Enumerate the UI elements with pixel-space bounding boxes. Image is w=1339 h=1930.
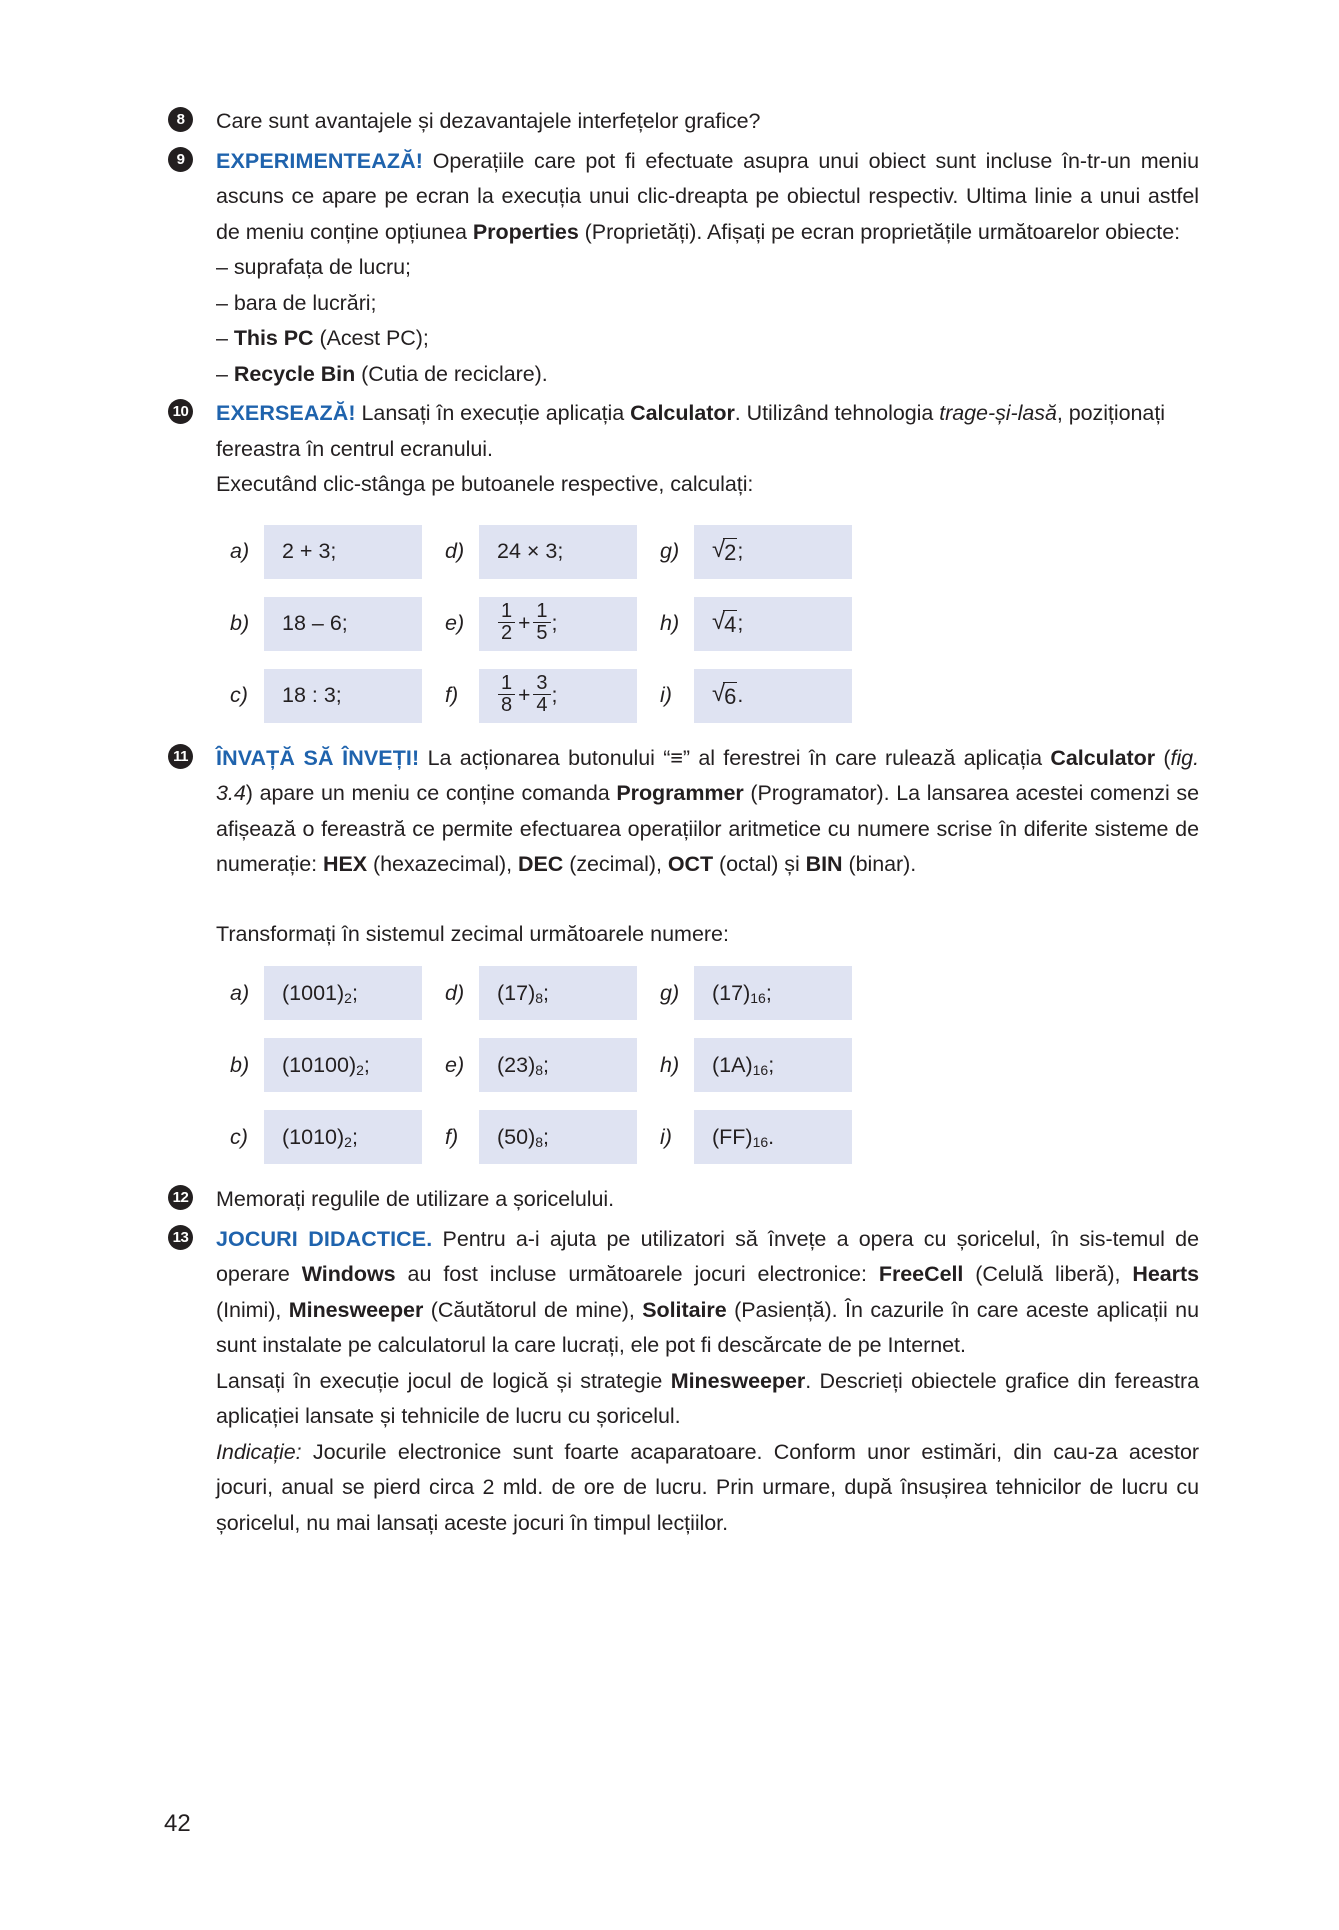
calc-cell-d — [445, 525, 660, 579]
base-cell-b — [230, 1038, 445, 1092]
item-11-t5: (hexazecimal), — [367, 852, 519, 876]
item-9-text — [216, 144, 1199, 251]
numerator: 1 — [501, 600, 513, 623]
base-cell-g — [660, 966, 875, 1020]
base-box-i[interactable] — [694, 1110, 852, 1164]
base-box-h[interactable] — [694, 1038, 852, 1092]
base-label-f: f) — [445, 1124, 459, 1149]
calc-value-a: 2 + 3; — [282, 539, 337, 563]
item-13-bold-hearts: Hearts — [1132, 1262, 1199, 1286]
calc-box-g[interactable] — [694, 525, 852, 579]
radical-sign-icon: √ — [712, 607, 726, 635]
bullet-text: suprafața de lucru; — [233, 255, 411, 279]
calc-cell-a — [230, 525, 445, 579]
calc-cell-g — [660, 525, 875, 579]
item-13-text — [216, 1222, 1199, 1364]
calc-tail-e: ; — [551, 611, 558, 635]
calc-box-d[interactable] — [479, 525, 637, 579]
calc-cell-f — [445, 669, 660, 723]
item-11-t6: (zecimal), — [563, 852, 668, 876]
item-9-bullet-1 — [216, 250, 1199, 286]
item-11-text — [216, 741, 1199, 883]
base-row-2 — [230, 1038, 1199, 1092]
calc-label-f: f) — [445, 683, 459, 707]
calc-box-a[interactable] — [264, 525, 422, 579]
item-11-bold-hex: HEX — [323, 852, 368, 876]
calc-radicand-g: 2 — [724, 539, 737, 565]
base-cell-h — [660, 1038, 875, 1092]
calc-cell-i — [660, 669, 875, 723]
bullet-rest: (Cutia de reciclare). — [355, 361, 548, 386]
item-9-bullet-3 — [216, 321, 1199, 357]
list-item-11 — [168, 741, 1199, 883]
item-9-bullet-2 — [216, 286, 1199, 322]
item-13-line2 — [216, 1364, 1199, 1435]
calc-label-e: e) — [445, 611, 465, 635]
base-main-a: (1001) — [282, 980, 345, 1005]
calc-box-c[interactable] — [264, 669, 422, 723]
bullet-text: bara de lucrări; — [233, 290, 377, 315]
keyword-invata-sa-inveti: ÎNVAȚĂ SĂ ÎNVEȚI! — [216, 745, 420, 770]
base-tail-f: ; — [543, 1124, 550, 1149]
radical-sign-icon: √ — [712, 679, 726, 707]
bullet-bold-recycle-bin: Recycle Bin — [233, 361, 356, 386]
calc-label-c: c) — [230, 683, 248, 707]
item-11-t1: La acționarea butonului “≡” al ferestrei în care rulează aplicația — [419, 745, 1051, 770]
base-tail-e: ; — [543, 1052, 550, 1077]
item-13-t5: (Căutătorul de mine), — [423, 1297, 643, 1322]
calc-value-d: 24 × 3; — [497, 539, 564, 563]
base-tail-c: ; — [351, 1124, 358, 1149]
base-tail-h: ; — [768, 1052, 775, 1077]
calc-box-i[interactable] — [694, 669, 852, 723]
operator-plus-f: + — [518, 683, 531, 707]
base-exercise-caption: Transformați în sistemul zecimal următoarele numere: — [216, 921, 729, 946]
bullet-rest: (Acest PC); — [313, 326, 429, 350]
item-11-t3: ) apare un meniu ce conține comanda — [245, 781, 617, 805]
sqrt-expression-i — [712, 679, 737, 709]
item-marker-12: 12 — [168, 1185, 193, 1210]
base-main-b: (10100) — [282, 1052, 357, 1077]
base-label-h: h) — [660, 1052, 680, 1077]
item-marker-8: 8 — [168, 107, 193, 132]
numerator: 1 — [536, 600, 548, 623]
calc-value-c: 18 : 3; — [282, 683, 342, 707]
base-label-i: i) — [660, 1124, 672, 1149]
calc-row-2 — [230, 597, 1199, 651]
base-sub-a: 2 — [344, 990, 352, 1006]
base-main-d: (17) — [497, 980, 536, 1005]
item-marker-13: 13 — [168, 1225, 193, 1250]
base-sub-f: 8 — [535, 1134, 544, 1150]
calc-cell-c — [230, 669, 445, 723]
base-main-i: (FF) — [712, 1124, 753, 1149]
base-box-b[interactable] — [264, 1038, 422, 1092]
base-cell-d — [445, 966, 660, 1020]
item-marker-11: 11 — [168, 744, 193, 769]
calc-cell-b — [230, 597, 445, 651]
item-8-text: Care sunt avantajele și dezavantajele interfețelor grafice? — [216, 109, 761, 133]
sqrt-expression-h — [712, 607, 737, 637]
denominator: 4 — [533, 694, 550, 716]
sqrt-expression-g — [712, 535, 737, 565]
calc-cell-h — [660, 597, 875, 651]
item-13-bold-solitaire: Solitaire — [642, 1297, 727, 1322]
item-9-bullet-4 — [216, 357, 1199, 393]
base-row-1 — [230, 966, 1199, 1020]
base-label-b: b) — [230, 1052, 250, 1077]
base-sub-b: 2 — [356, 1062, 364, 1078]
calc-label-d: d) — [445, 539, 465, 563]
base-main-g: (17) — [712, 980, 751, 1005]
item-13-t2: au fost incluse următoarele jocuri electronice: — [395, 1262, 879, 1286]
base-main-f: (50) — [497, 1124, 536, 1149]
item-13-t6: (Pasiență). În cazurile în care aceste aplicații nu sunt instalate pe calculatorul la care lucrați, ele pot fi descărcate de pe Internet. — [216, 1297, 1199, 1357]
base-box-g[interactable] — [694, 966, 852, 1020]
base-box-c[interactable] — [264, 1110, 422, 1164]
base-sub-c: 2 — [344, 1134, 352, 1150]
item-11-bold-bin: BIN — [805, 852, 843, 876]
item-10-text — [216, 396, 1199, 467]
item-11-bold-oct: OCT — [667, 852, 714, 876]
calc-label-h: h) — [660, 611, 680, 635]
base-box-e[interactable] — [479, 1038, 637, 1092]
item-10-line2: Executând clic-stânga pe butoanele respective, calculați: — [216, 472, 754, 496]
item-11-bold-calculator: Calculator — [1050, 745, 1156, 770]
base-label-c: c) — [230, 1124, 248, 1149]
item-13-bold-minesweeper: Minesweeper — [288, 1297, 424, 1322]
denominator: 8 — [498, 694, 515, 716]
base-main-c: (1010) — [282, 1124, 345, 1149]
base-tail-g: ; — [765, 980, 772, 1005]
item-13-bold-freecell: FreeCell — [878, 1262, 964, 1286]
base-sub-g: 16 — [750, 990, 766, 1006]
item-10-italic-drag: trage-și-lasă — [939, 401, 1057, 425]
base-row-3 — [230, 1110, 1199, 1164]
item-13-indicatie-label: Indicație: — [216, 1439, 302, 1464]
item-10-part-b: . Utilizând tehnologia — [734, 401, 940, 425]
numerator: 3 — [536, 672, 548, 695]
item-10-part-c: , poziționați fereastra în centrul ecranului. — [216, 401, 1165, 461]
item-13-t1: Pentru a-i ajuta pe utilizatori să învețe a opera cu șoricelul, în sis-temul de operare — [216, 1226, 1199, 1286]
base-sub-i: 16 — [752, 1134, 769, 1150]
item-marker-10: 10 — [168, 399, 193, 424]
radical-sign-icon: √ — [712, 535, 726, 563]
fraction-e-2 — [533, 601, 550, 643]
calc-tail-i: . — [737, 683, 744, 707]
base-tail-a: ; — [351, 980, 358, 1005]
base-box-d[interactable] — [479, 966, 637, 1020]
fraction-f-2 — [533, 673, 550, 715]
calc-radicand-i: 6 — [724, 683, 737, 709]
calc-box-h[interactable] — [694, 597, 852, 651]
base-sub-e: 8 — [535, 1062, 544, 1078]
item-11-t8: (binar). — [842, 852, 917, 876]
list-item-12 — [168, 1182, 1199, 1218]
item-13-line2-bold-minesweeper: Minesweeper — [670, 1368, 806, 1393]
item-13-t4: (Inimi), — [216, 1297, 289, 1322]
item-13-line2-c: . Descrieți obiectele grafice din fereastra aplicației lansate și tehnicile de lucru cu șoricelul. — [216, 1368, 1199, 1428]
item-11-t4: (Programator). La lansarea acestei comenzi se afișează o fereastră ce permite efectuarea operațiilor aritmetice cu numere scrise în diferite sisteme de numerație: — [216, 781, 1199, 876]
base-exercise-grid — [230, 966, 1199, 1164]
item-10-bold-calculator: Calculator — [630, 401, 735, 425]
item-11-fig-ref: fig. 3.4 — [216, 745, 1199, 805]
base-tail-i: . — [768, 1124, 775, 1149]
operator-plus-e: + — [518, 611, 531, 635]
item-9-part-a: Operațiile care pot fi efectuate asupra unui obiect sunt incluse în-tr-un meniu ascuns ce apare pe ecran la execuția unui clic-dreapta pe obiectul respectiv. Ultima linie a unui astfel de meniu conține opțiunea — [216, 148, 1199, 244]
base-cell-c — [230, 1110, 445, 1164]
calc-label-b: b) — [230, 611, 250, 635]
bullet-prefix: – — [216, 255, 234, 279]
bullet-prefix: – — [216, 326, 234, 350]
item-9-bold-properties: Properties — [472, 219, 579, 244]
calc-label-a: a) — [230, 539, 250, 563]
calc-tail-g: ; — [737, 539, 744, 563]
base-sub-d: 8 — [535, 990, 544, 1006]
item-11-bold-dec: DEC — [518, 852, 564, 876]
calc-exercise-grid — [230, 525, 1199, 723]
bullet-prefix: – — [216, 290, 234, 315]
item-11-bold-programmer: Programmer — [616, 781, 744, 805]
item-10-part-a: Lansați în execuție aplicația — [355, 401, 631, 425]
keyword-exerseaza: EXERSEAZĂ! — [216, 401, 356, 425]
base-label-a: a) — [230, 980, 250, 1005]
calc-radicand-h: 4 — [724, 611, 737, 637]
item-13-indicatie-text: Jocurile electronice sunt foarte acaparatoare. Conform unor estimări, din cau-za acestor jocuri, anual se pierd circa 2 mld. de ore de lucru. Prin urmare, după însușirea tehnicilor de lucru cu șoricelul, nu mai lansați aceste jocuri în timpul lecțiilor. — [216, 1439, 1199, 1535]
page-number: 42 — [164, 1810, 191, 1837]
list-item-8 — [168, 104, 1199, 140]
base-label-g: g) — [660, 980, 680, 1005]
base-sub-h: 16 — [752, 1062, 769, 1078]
base-tail-b: ; — [363, 1052, 370, 1077]
calc-tail-h: ; — [737, 611, 744, 635]
list-item-10 — [168, 396, 1199, 723]
base-label-e: e) — [445, 1052, 465, 1077]
list-item-9 — [168, 144, 1199, 393]
calc-box-b[interactable] — [264, 597, 422, 651]
calc-label-g: g) — [660, 539, 680, 563]
calc-tail-f: ; — [551, 683, 558, 707]
base-tail-d: ; — [543, 980, 550, 1005]
bullet-prefix: – — [216, 361, 234, 386]
base-label-d: d) — [445, 980, 465, 1005]
calc-label-i: i) — [660, 683, 672, 707]
calc-row-3 — [230, 669, 1199, 723]
calc-cell-e — [445, 597, 660, 651]
calc-value-b: 18 – 6; — [282, 611, 348, 635]
item-13-line2-a: Lansați în execuție jocul de logică și strategie — [216, 1368, 671, 1393]
item-11-t2: ( — [1155, 745, 1171, 770]
calc-row-1 — [230, 525, 1199, 579]
denominator: 5 — [533, 622, 550, 644]
base-box-f[interactable] — [479, 1110, 637, 1164]
item-12-text: Memorați regulile de utilizare a șoricelului. — [216, 1187, 615, 1211]
fraction-e-1 — [498, 601, 515, 643]
item-13-line3 — [216, 1435, 1199, 1542]
denominator: 2 — [498, 622, 515, 644]
base-main-e: (23) — [497, 1052, 536, 1077]
calc-box-e[interactable] — [479, 597, 637, 651]
list-item-13 — [168, 1222, 1199, 1542]
base-cell-a — [230, 966, 445, 1020]
item-11-t7: (octal) și — [713, 852, 806, 876]
base-cell-e — [445, 1038, 660, 1092]
item-13-bold-windows: Windows — [301, 1262, 396, 1286]
base-cell-f — [445, 1110, 660, 1164]
fraction-f-1 — [498, 673, 515, 715]
numerator: 1 — [501, 672, 513, 695]
keyword-jocuri-didactice: JOCURI DIDACTICE. — [216, 1226, 433, 1251]
item-13-t3: (Celulă liberă), — [963, 1262, 1133, 1286]
base-main-h: (1A) — [712, 1052, 753, 1077]
keyword-experimenteaza: EXPERIMENTEAZĂ! — [216, 148, 423, 173]
base-box-a[interactable] — [264, 966, 422, 1020]
item-9-part-b: (Proprietăți). Afișați pe ecran proprietățile următoarelor obiecte: — [578, 219, 1181, 244]
bullet-bold-this-pc: This PC — [233, 326, 314, 350]
base-cell-i — [660, 1110, 875, 1164]
item-marker-9: 9 — [168, 147, 193, 172]
calc-box-f[interactable] — [479, 669, 637, 723]
